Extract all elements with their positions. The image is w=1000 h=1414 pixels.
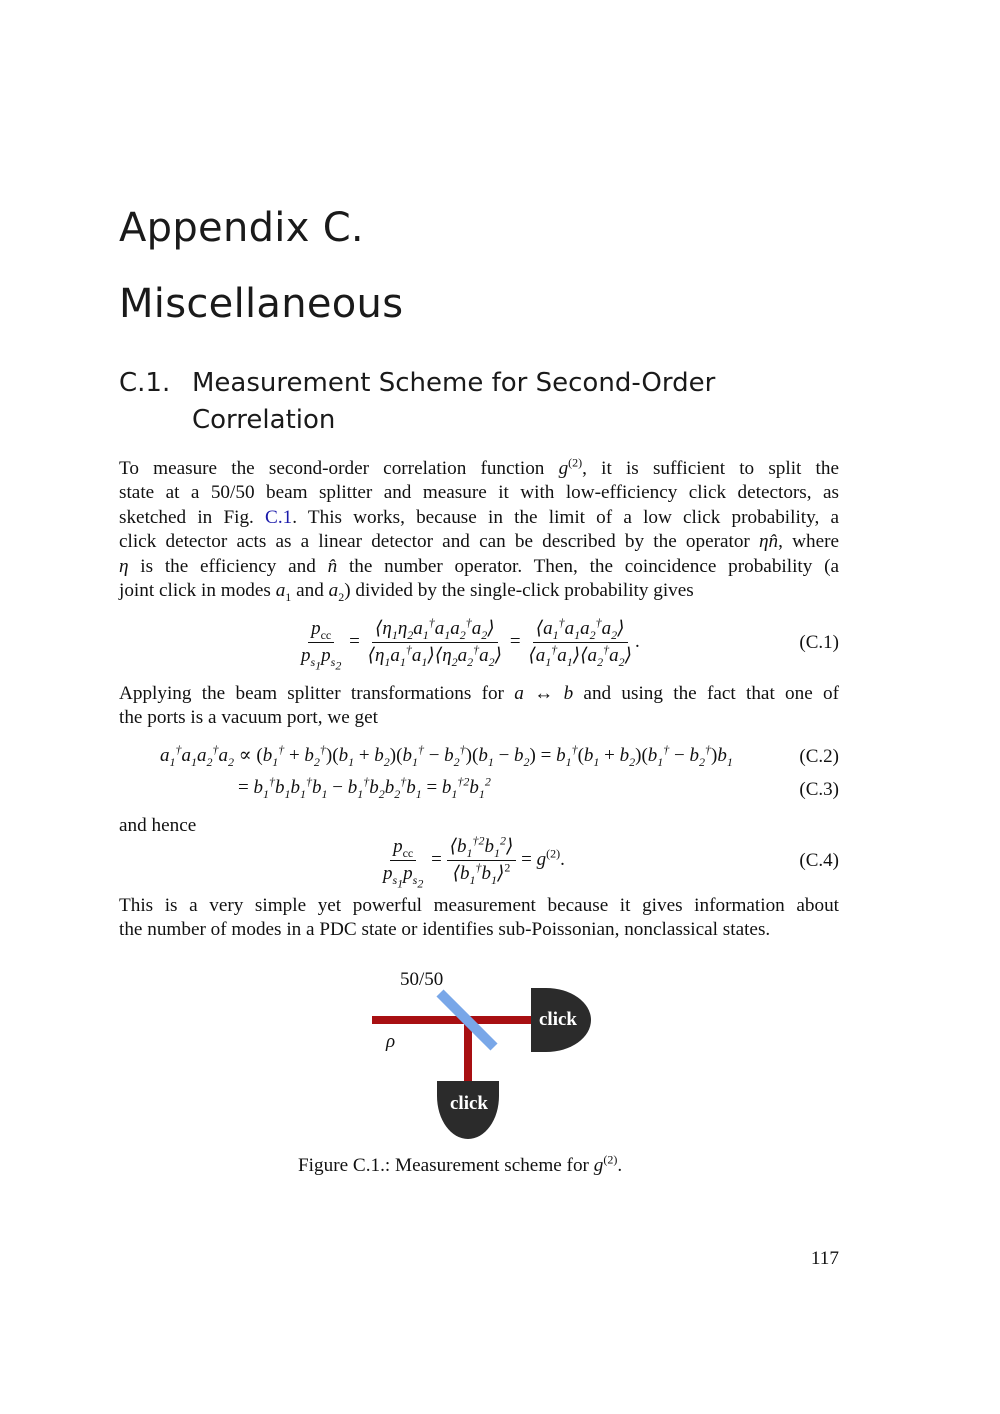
equation-c3: = $b_1^\dagger b_1b_1^\dagger b_1 - b_1^\dagger b_2b_2^\dagger b_1 = b_1^{\dagger 2}b_1^2$: [238, 774, 491, 801]
section-number: C.1.: [119, 368, 171, 398]
splitter-label: 50/50: [400, 969, 444, 990]
equation-c4-label: (C.4): [799, 850, 839, 871]
input-state-label: ρ: [386, 1031, 396, 1052]
detector-right-label: click: [539, 1009, 577, 1030]
paragraph-beam-splitter: Applying the beam splitter transformations for a ↔ b and using the fact that one of the ports is a vacuum port, we get: [119, 683, 840, 729]
equation-c4: $\frac{p_{cc}}{p_{s_1}p_{s_2}}$ = $\frac{⟨b_1^{\dagger 2}b_1^2⟩}{⟨b_1^\dagger b_1⟩^2}$ = $g^{(2)}$.: [383, 833, 565, 891]
chapter-title-line1: Appendix C.: [119, 205, 364, 251]
figure-reference-link[interactable]: C.1: [265, 506, 293, 528]
paragraph-intro: To measure the second-order correlation function $g^{(2)}$, it is sufficient to split the state at a 50/50 beam splitter and measure it with low-efficiency click detectors, as sketched in Fig. C.1. This works, because in the limit of a low click probability, a click detector acts as a linear detector and can be described by the operator ηn̂, where η is the efficiency and n̂ the number operator. Then, the coincidence probability (a joint click in modes $a_1$ and $a_2$) divided by the single-click probability gives: [119, 455, 839, 604]
paragraph-conclusion: This is a very simple yet powerful measurement because it gives information about the number of modes in a PDC state or identifies sub-Poissonian, nonclassical states.: [119, 895, 839, 941]
page-number: 117: [810, 1248, 839, 1269]
equation-c1: $\frac{p_{cc}}{p_{s_1}p_{s_2}}$ = $\frac{⟨\eta_1\eta_2a_1^\dagger a_1a_2^\dagger a_2⟩}{⟨\eta_1a_1^\dagger a_1⟩⟨\eta_2a_2^\dagger a_2⟩}$ = $\frac{⟨a_1^\dagger a_1a_2^\dagger a_2⟩}{⟨a_1^\dagger a_1⟩⟨a_2^\dagger a_2⟩}$ .: [301, 615, 640, 673]
chapter-title-line2: Miscellaneous: [119, 281, 404, 327]
equation-c2: $a_1^\dagger a_1a_2^\dagger a_2 \propto (b_1^\dagger + b_2^\dagger)(b_1 + b_2)(b_1^\dagger - b_2^\dagger)(b_1 - b_2) = b_1^\dagger(b_1 + b_2)(b_1^\dagger - b_2^\dagger)b_1$: [160, 742, 733, 769]
equation-c2-label: (C.2): [799, 746, 839, 767]
section-title-line2: Correlation: [192, 405, 336, 435]
equation-c3-label: (C.3): [799, 779, 839, 800]
figure-caption: Figure C.1.: Measurement scheme for $g^{(2)}$.: [298, 1152, 623, 1176]
section-title-line1: Measurement Scheme for Second-Order: [192, 368, 716, 398]
detector-bottom-label: click: [450, 1093, 488, 1114]
paragraph-and-hence: and hence: [119, 815, 197, 836]
equation-c1-label: (C.1): [799, 632, 839, 653]
measurement-scheme-figure: [360, 960, 600, 1150]
